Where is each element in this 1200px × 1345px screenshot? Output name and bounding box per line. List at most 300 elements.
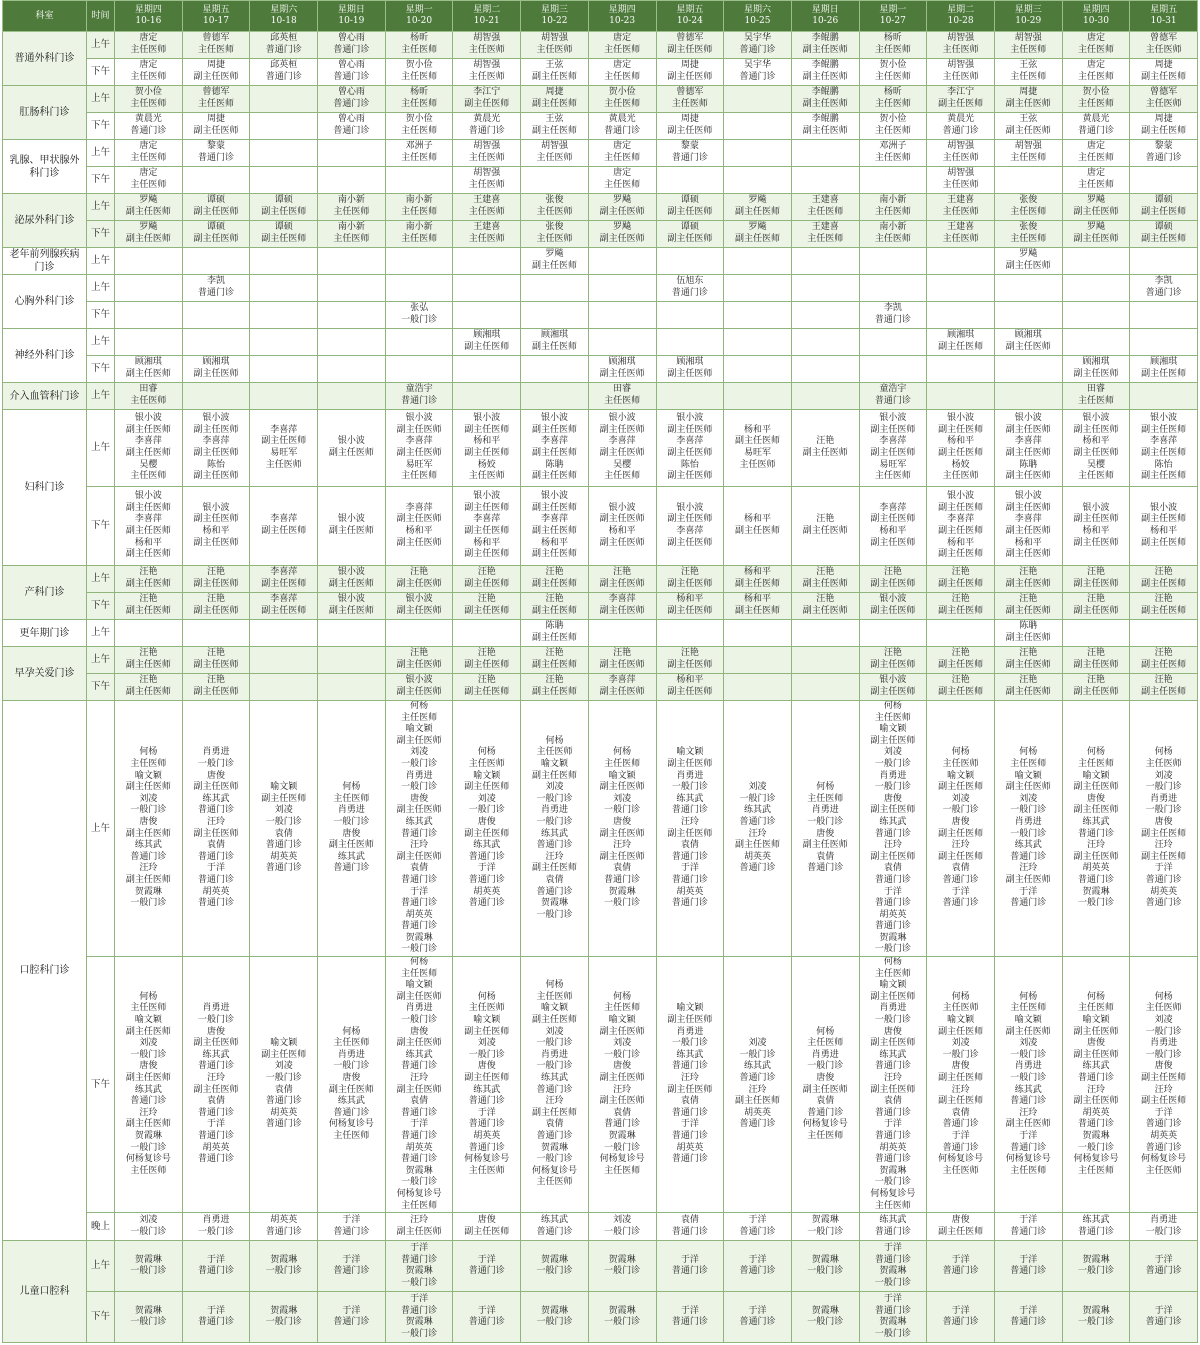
doctor-line: 汪艳	[545, 648, 564, 659]
doctor-cell	[588, 356, 656, 383]
doctor-cell	[318, 647, 386, 674]
doctor-cell	[385, 221, 453, 248]
doctor-cell	[250, 302, 318, 329]
doctor-cell	[250, 566, 318, 593]
doctor-line: 贺霞琳	[608, 886, 636, 897]
doctor-line: 杨和平	[134, 537, 162, 548]
doctor-line: 副主任医师	[328, 1084, 374, 1095]
doctor-line: 副主任医师	[870, 1038, 916, 1049]
doctor-line: 喻文颖	[405, 724, 433, 735]
doctor-cell	[791, 957, 859, 1213]
doctor-cell	[994, 356, 1062, 383]
doctor-line: 贺霞琳	[540, 1142, 568, 1153]
doctor-line: 普通门诊	[1010, 1142, 1047, 1153]
doctor-line: 副主任医师	[938, 502, 984, 513]
doctor-line: 主任医师	[333, 234, 370, 244]
doctor-line: 汪艳	[1019, 567, 1038, 578]
doctor-cell	[318, 566, 386, 593]
doctor-cell	[724, 32, 792, 59]
doctor-line: 副主任医师	[599, 1096, 645, 1107]
doctor-line: 主任医师	[130, 72, 167, 82]
doctor-line: 一般门诊	[1077, 1266, 1114, 1277]
schedule-row	[3, 410, 1198, 487]
doctor-cell	[182, 275, 250, 302]
doctor-cell	[927, 593, 995, 620]
doctor-line: 练其武	[540, 1215, 568, 1226]
doctor-line: 唐俊	[410, 1026, 429, 1037]
doctor-line: 副主任医师	[1073, 579, 1119, 589]
doctor-line: 银小波	[540, 413, 568, 424]
doctor-line: 主任医师	[265, 459, 302, 470]
doctor-cell	[1130, 221, 1198, 248]
doctor-cell	[724, 674, 792, 701]
doctor-line: 一般门诊	[536, 1061, 573, 1072]
schedule-row	[3, 701, 1198, 957]
doctor-line: 胡智强	[473, 141, 501, 152]
department-name: 普通外科门诊	[3, 32, 87, 86]
doctor-line: 主任医师	[1077, 396, 1114, 406]
doctor-line: 陈怡	[680, 459, 699, 470]
doctor-line: 副主任医师	[1141, 72, 1187, 82]
doctor-line: 贺霞琳	[811, 1254, 839, 1265]
doctor-line: 主任医师	[536, 45, 573, 55]
doctor-cell	[250, 1213, 318, 1241]
doctor-line: 主任医师	[604, 153, 641, 163]
doctor-line: 肖勇进	[1150, 1215, 1178, 1226]
doctor-line: 喻文颖	[540, 758, 568, 769]
doctor-line: 一般门诊	[1145, 782, 1182, 793]
day-header	[927, 1, 995, 32]
doctor-line: 曾德军	[202, 87, 230, 98]
time-slot: 下午	[87, 302, 115, 329]
doctor-line: 主任医师	[942, 758, 979, 769]
doctor-cell	[1130, 410, 1198, 487]
doctor-line: 普通门诊	[401, 828, 438, 839]
doctor-cell	[182, 410, 250, 487]
doctor-line: 副主任医师	[1141, 1073, 1187, 1083]
doctor-line: 普通门诊	[739, 45, 776, 55]
doctor-cell	[318, 1241, 386, 1292]
doctor-line: 贺小俭	[405, 114, 433, 125]
doctor-line: 肖勇进	[337, 1049, 365, 1060]
doctor-line: 一般门诊	[1010, 828, 1047, 839]
doctor-line: 副主任医师	[802, 448, 848, 458]
doctor-line: 喻文颖	[473, 1015, 501, 1026]
doctor-line: 吴宇华	[744, 60, 772, 71]
doctor-line: 一般门诊	[265, 1317, 302, 1328]
doctor-line: 喻文颖	[540, 1003, 568, 1014]
doctor-cell	[1130, 1213, 1198, 1241]
doctor-line: 银小波	[1082, 502, 1110, 513]
time-slot: 上午	[87, 194, 115, 221]
doctor-line: 普通门诊	[739, 1266, 776, 1277]
doctor-line: 普通门诊	[198, 1317, 235, 1328]
doctor-line: 普通门诊	[874, 396, 911, 406]
doctor-line: 陈怡	[1154, 459, 1173, 470]
doctor-line: 汪艳	[951, 675, 970, 686]
doctor-cell	[115, 674, 183, 701]
time-slot: 下午	[87, 356, 115, 383]
doctor-line: 曾德军	[676, 87, 704, 98]
doctor-line: 唐俊	[207, 1026, 226, 1037]
doctor-cell	[385, 647, 453, 674]
doctor-line: 副主任医师	[261, 606, 307, 616]
doctor-line: 普通门诊	[671, 1107, 708, 1118]
doctor-line: 副主任医师	[193, 448, 239, 458]
doctor-line: 李喜萍	[270, 424, 298, 435]
schedule-row	[3, 167, 1198, 194]
doctor-cell	[453, 59, 521, 86]
doctor-line: 副主任医师	[531, 579, 577, 589]
doctor-line: 副主任医师	[125, 1073, 171, 1083]
doctor-line: 副主任医师	[667, 514, 713, 525]
doctor-line: 副主任医师	[125, 579, 171, 589]
doctor-line: 胡英英	[744, 851, 772, 862]
doctor-line: 贺霞琳	[270, 1305, 298, 1316]
doctor-line: 普通门诊	[130, 1096, 167, 1107]
schedule-row	[3, 1241, 1198, 1292]
doctor-line: 普通门诊	[1145, 1266, 1182, 1277]
doctor-line: 一般门诊	[874, 944, 911, 955]
doctor-line: 贺霞琳	[1082, 1130, 1110, 1141]
doctor-line: 银小波	[337, 514, 365, 525]
doctor-line: 何杨	[477, 747, 496, 758]
doctor-cell	[318, 957, 386, 1213]
doctor-line: 胡智强	[1014, 141, 1042, 152]
doctor-line: 周捷	[207, 60, 226, 71]
doctor-cell	[859, 410, 927, 487]
doctor-line: 副主任医师	[396, 687, 442, 697]
department-name: 妇科门诊	[3, 410, 87, 566]
doctor-cell	[1130, 302, 1198, 329]
doctor-line: 主任医师	[1010, 1165, 1047, 1176]
doctor-line: 杨和平	[879, 526, 907, 536]
doctor-cell	[385, 487, 453, 566]
doctor-line: 主任医师	[130, 45, 167, 55]
doctor-cell	[927, 221, 995, 248]
doctor-line: 主任医师	[401, 99, 438, 109]
doctor-line: 副主任医师	[328, 526, 374, 536]
doctor-line: 李鲲鹏	[811, 60, 839, 71]
doctor-line: 副主任医师	[735, 234, 781, 244]
doctor-line: 副主任医师	[464, 687, 510, 697]
doctor-line: 贺小俭	[1082, 87, 1110, 98]
doctor-cell	[453, 957, 521, 1213]
schedule-row	[3, 59, 1198, 86]
doctor-cell	[724, 1292, 792, 1343]
doctor-line: 副主任医师	[938, 1096, 984, 1107]
doctor-line: 于洋	[1019, 1130, 1038, 1141]
doctor-line: 副主任医师	[1141, 448, 1187, 458]
doctor-line: 主任医师	[1010, 234, 1047, 244]
doctor-line: 副主任医师	[802, 606, 848, 616]
doctor-line: 副主任医师	[599, 782, 645, 793]
doctor-cell	[453, 140, 521, 167]
doctor-cell	[250, 410, 318, 487]
doctor-line: 主任医师	[1145, 1003, 1182, 1014]
doctor-line: 普通门诊	[401, 1130, 438, 1141]
doctor-cell	[521, 410, 589, 487]
doctor-line: 主任医师	[468, 180, 505, 190]
doctor-line: 李喜萍	[270, 594, 298, 605]
doctor-cell	[385, 140, 453, 167]
time-slot: 上午	[87, 329, 115, 356]
doctor-line: 练其武	[405, 1049, 433, 1060]
doctor-line: 副主任医师	[328, 840, 374, 851]
doctor-line: 副主任医师	[735, 1096, 781, 1107]
doctor-cell	[859, 1292, 927, 1343]
doctor-line: 副主任医师	[531, 72, 577, 82]
doctor-line: 何杨	[951, 747, 970, 758]
doctor-line: 一般门诊	[265, 1266, 302, 1277]
doctor-line: 副主任医师	[667, 126, 713, 136]
doctor-line: 副主任医师	[1141, 369, 1187, 379]
doctor-line: 于洋	[748, 1305, 767, 1316]
time-slot: 上午	[87, 383, 115, 410]
doctor-line: 贺霞琳	[540, 898, 568, 909]
doctor-line: 普通门诊	[671, 1266, 708, 1277]
doctor-cell	[521, 1292, 589, 1343]
doctor-line: 副主任医师	[125, 660, 171, 670]
doctor-line: 汪艳	[139, 594, 158, 605]
doctor-cell	[588, 275, 656, 302]
doctor-line: 普通门诊	[333, 1317, 370, 1328]
doctor-cell	[724, 487, 792, 566]
doctor-line: 普通门诊	[536, 886, 573, 897]
doctor-cell	[724, 113, 792, 140]
doctor-cell	[250, 248, 318, 275]
doctor-line: 副主任医师	[1005, 502, 1051, 513]
doctor-line: 贺霞琳	[811, 1305, 839, 1316]
doctor-line: 杨和平	[744, 594, 772, 605]
doctor-line: 王建喜	[473, 222, 501, 233]
doctor-line: 唐俊	[816, 828, 835, 839]
doctor-line: 主任医师	[130, 1165, 167, 1176]
doctor-cell	[791, 566, 859, 593]
time-slot: 上午	[87, 32, 115, 59]
doctor-line: 唐俊	[883, 1026, 902, 1037]
doctor-cell	[724, 275, 792, 302]
doctor-line: 肖勇进	[879, 770, 907, 781]
doctor-line: 主任医师	[1145, 758, 1182, 769]
doctor-line: 普通门诊	[739, 1226, 776, 1237]
department-name: 乳腺、甲状腺外科门诊	[3, 140, 87, 194]
doctor-line: 银小波	[337, 567, 365, 578]
doctor-line: 副主任医师	[870, 579, 916, 589]
doctor-line: 张俊	[1019, 195, 1038, 206]
doctor-line: 吴樱	[1086, 459, 1105, 470]
doctor-cell	[521, 329, 589, 356]
doctor-line: 唐俊	[477, 1061, 496, 1072]
doctor-cell	[182, 957, 250, 1213]
doctor-line: 唐俊	[139, 816, 158, 827]
doctor-line: 练其武	[473, 840, 501, 851]
doctor-cell	[994, 674, 1062, 701]
doctor-cell	[791, 356, 859, 383]
doctor-cell	[1062, 221, 1130, 248]
doctor-line: 副主任医师	[125, 549, 171, 560]
doctor-line: 胡智强	[947, 33, 975, 44]
doctor-line: 副主任医师	[396, 1038, 442, 1049]
schedule-row	[3, 194, 1198, 221]
doctor-line: 副主任医师	[531, 471, 577, 482]
doctor-line: 副主任医师	[464, 448, 510, 458]
doctor-line: 汪玲	[545, 1096, 564, 1107]
doctor-line: 杨姣	[477, 459, 496, 470]
doctor-line: 胡智强	[540, 141, 568, 152]
doctor-line: 汪玲	[883, 1073, 902, 1083]
doctor-line: 副主任医师	[193, 537, 239, 548]
doctor-cell	[318, 593, 386, 620]
doctor-cell	[182, 356, 250, 383]
doctor-line: 袁倩	[410, 863, 429, 874]
doctor-line: 王建喜	[473, 195, 501, 206]
day-header	[250, 1, 318, 32]
doctor-line: 贺霞琳	[879, 1266, 907, 1277]
doctor-line: 主任医师	[1077, 758, 1114, 769]
doctor-cell	[318, 59, 386, 86]
doctor-line: 练其武	[879, 816, 907, 827]
doctor-line: 刘凌	[613, 1038, 632, 1049]
doctor-cell	[318, 32, 386, 59]
doctor-line: 普通门诊	[1010, 898, 1047, 909]
doctor-line: 副主任医师	[667, 660, 713, 670]
doctor-line: 袁倩	[274, 1084, 293, 1095]
doctor-line: 唐定	[139, 168, 158, 179]
doctor-line: 普通门诊	[468, 1096, 505, 1107]
doctor-line: 刘凌	[139, 1038, 158, 1049]
doctor-cell	[588, 248, 656, 275]
doctor-line: 一般门诊	[401, 1328, 438, 1339]
doctor-line: 主任医师	[604, 396, 641, 406]
doctor-line: 于洋	[951, 886, 970, 897]
doctor-line: 肖勇进	[405, 770, 433, 781]
doctor-line: 副主任医师	[328, 579, 374, 589]
doctor-cell	[724, 620, 792, 647]
doctor-line: 副主任医师	[193, 126, 239, 136]
doctor-line: 副主任医师	[1005, 99, 1051, 109]
doctor-line: 副主任医师	[938, 342, 984, 352]
doctor-line: 普通门诊	[333, 72, 370, 82]
doctor-line: 副主任医师	[1005, 1119, 1051, 1130]
doctor-line: 罗飚	[1086, 195, 1105, 206]
doctor-line: 普通门诊	[536, 840, 573, 851]
time-slot: 下午	[87, 221, 115, 248]
doctor-line: 谭硕	[207, 222, 226, 233]
doctor-line: 胡英英	[270, 1215, 298, 1226]
doctor-line: 副主任医师	[1073, 1096, 1119, 1107]
doctor-cell	[115, 86, 183, 113]
doctor-line: 主任医师	[130, 99, 167, 109]
doctor-line: 杨和平	[947, 436, 975, 447]
doctor-line: 曾心雨	[337, 114, 365, 125]
doctor-line: 副主任医师	[667, 579, 713, 589]
doctor-line: 主任医师	[1010, 45, 1047, 55]
doctor-line: 普通门诊	[333, 126, 370, 136]
doctor-line: 汪艳	[207, 648, 226, 659]
doctor-cell	[385, 1292, 453, 1343]
doctor-line: 副主任医师	[667, 828, 713, 839]
doctor-cell	[588, 647, 656, 674]
doctor-line: 普通门诊	[671, 1317, 708, 1328]
day-date: 10-29	[1015, 16, 1042, 26]
doctor-cell	[791, 59, 859, 86]
doctor-cell	[453, 167, 521, 194]
doctor-cell	[994, 593, 1062, 620]
doctor-cell	[521, 140, 589, 167]
day-header	[791, 1, 859, 32]
doctor-line: 于洋	[477, 863, 496, 874]
doctor-line: 喻文颖	[676, 747, 704, 758]
doctor-cell	[453, 275, 521, 302]
doctor-line: 副主任医师	[1073, 537, 1119, 548]
doctor-cell	[927, 356, 995, 383]
doctor-line: 一般门诊	[198, 1226, 235, 1237]
doctor-cell	[724, 248, 792, 275]
doctor-cell	[859, 566, 927, 593]
doctor-cell	[927, 140, 995, 167]
doctor-line: 于洋	[342, 1254, 361, 1265]
doctor-line: 邓洲子	[879, 141, 907, 152]
doctor-line: 一般门诊	[536, 1317, 573, 1328]
doctor-line: 李喜萍	[879, 502, 907, 513]
doctor-line: 于洋	[680, 863, 699, 874]
doctor-line: 刘凌	[748, 1038, 767, 1049]
doctor-line: 副主任医师	[396, 448, 442, 458]
doctor-cell	[453, 1292, 521, 1343]
doctor-line: 副主任医师	[1141, 579, 1187, 589]
doctor-line: 主任医师	[807, 793, 844, 804]
doctor-line: 普通门诊	[671, 1061, 708, 1072]
doctor-line: 曾心雨	[337, 60, 365, 71]
doctor-line: 一般门诊	[604, 805, 641, 816]
doctor-line: 普通门诊	[265, 863, 302, 874]
doctor-line: 副主任医师	[1005, 782, 1051, 793]
doctor-line: 副主任医师	[1141, 687, 1187, 697]
doctor-line: 胡英英	[202, 886, 230, 897]
department-name: 老年前列腺疾病门诊	[3, 248, 87, 275]
day-week: 星期五	[202, 5, 230, 15]
doctor-line: 一般门诊	[401, 944, 438, 955]
time-slot: 上午	[87, 86, 115, 113]
doctor-line: 主任医师	[401, 712, 438, 723]
doctor-cell	[318, 1292, 386, 1343]
doctor-line: 张俊	[545, 222, 564, 233]
doctor-line: 汪艳	[139, 648, 158, 659]
doctor-line: 杨和平	[947, 537, 975, 548]
doctor-line: 普通门诊	[874, 315, 911, 325]
doctor-line: 一般门诊	[1077, 1142, 1114, 1153]
doctor-cell	[1062, 410, 1130, 487]
doctor-line: 练其武	[1014, 840, 1042, 851]
doctor-line: 汪艳	[1019, 594, 1038, 605]
day-date: 10-28	[947, 16, 974, 26]
doctor-line: 副主任医师	[193, 687, 239, 697]
doctor-line: 普通门诊	[739, 816, 776, 827]
doctor-line: 胡智强	[540, 33, 568, 44]
doctor-line: 副主任医师	[667, 687, 713, 697]
doctor-line: 一般门诊	[130, 1317, 167, 1328]
doctor-cell	[791, 647, 859, 674]
doctor-cell	[385, 674, 453, 701]
doctor-cell	[521, 194, 589, 221]
doctor-line: 唐俊	[477, 1215, 496, 1226]
doctor-line: 何杨复诊号	[1005, 1154, 1051, 1165]
doctor-cell	[1062, 113, 1130, 140]
doctor-line: 贺霞琳	[405, 1317, 433, 1328]
doctor-line: 李喜萍	[270, 514, 298, 525]
doctor-cell	[115, 302, 183, 329]
